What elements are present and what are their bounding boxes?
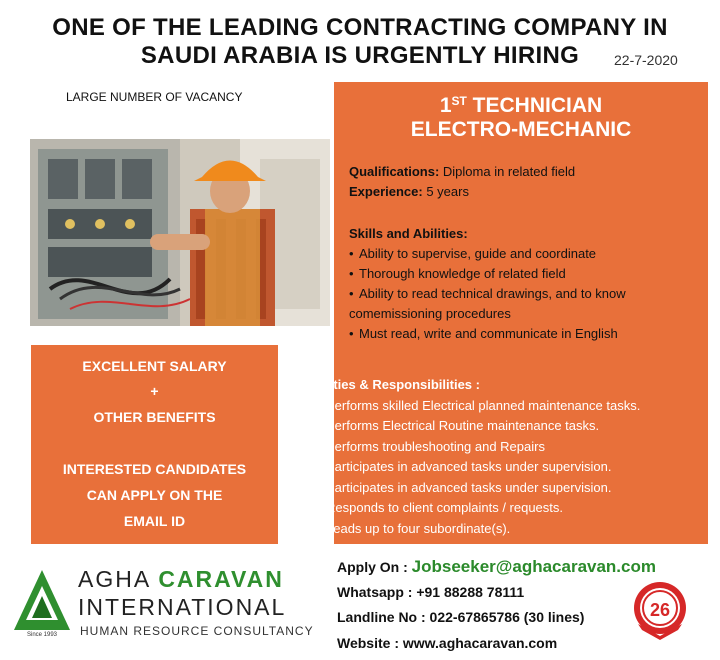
brand-name: AGHA CARAVAN — [78, 566, 284, 592]
apply-text-3: EMAIL ID — [123, 513, 186, 529]
post-date: 22-7-2020 — [614, 52, 678, 68]
whatsapp: Whatsapp : +91 88288 78111 — [337, 584, 525, 600]
company-logo-icon — [12, 568, 72, 638]
job-title-line2: ELECTRO-MECHANIC — [410, 118, 632, 141]
duty-item: • Participates in advanced tasks under supervision. — [316, 478, 640, 499]
apply-text-2: CAN APPLY ON THE — [86, 487, 223, 503]
plus-text: + — [150, 383, 159, 399]
badge-number: 26 — [649, 600, 671, 620]
qualifications: Qualifications: Diploma in related field Experience: 5 years — [349, 164, 576, 199]
headline — [0, 14, 720, 70]
duties-list — [316, 396, 640, 540]
duties-section — [316, 375, 640, 539]
skill-item: • Thorough knowledge of related field — [349, 264, 626, 284]
brand-tagline: HUMAN RESOURCE CONSULTANCY — [80, 624, 314, 638]
other-benefits-text: OTHER BENEFITS — [93, 409, 216, 425]
skills-list — [349, 244, 626, 304]
brand-international: INTERNATIONAL — [78, 594, 287, 620]
headline-line2: SAUDI ARABIA IS URGENTLY HIRING — [140, 42, 580, 69]
skills-title: Skills and Abilities: — [349, 226, 468, 241]
duty-item: • Responds to client complaints / requests. — [316, 498, 640, 519]
apply-text-1: INTERESTED CANDIDATES — [62, 461, 247, 477]
website-link[interactable]: Website : www.aghacaravan.com — [337, 635, 558, 651]
skill-continuation: comemissioning procedures — [349, 306, 511, 321]
email-link[interactable]: Jobseeker@aghacaravan.com — [411, 557, 656, 576]
duties-title: Duties & Responsibilities : — [316, 377, 480, 392]
skill-item: • Ability to read technical drawings, and to know — [349, 284, 626, 304]
skills-section — [349, 224, 626, 344]
duty-item: • Performs Electrical Routine maintenance tasks. — [316, 416, 640, 437]
vacancy-note: LARGE NUMBER OF VACANCY — [66, 90, 243, 104]
technician-photo — [30, 139, 330, 326]
anniversary-badge-icon — [628, 578, 692, 642]
skill-item: • Must read, write and communicate in English — [349, 324, 626, 344]
job-title: 1ST TECHNICIAN ELECTRO-MECHANIC — [334, 89, 708, 142]
since-text: Since 1993 — [26, 632, 58, 638]
benefits-panel — [31, 345, 278, 544]
salary-text: EXCELLENT SALARY — [82, 358, 227, 374]
duty-item: • Leads up to four subordinate(s). — [316, 519, 640, 540]
duty-item: • Performs troubleshooting and Repairs — [316, 437, 640, 458]
duty-item: • Participates in advanced tasks under supervision. — [316, 457, 640, 478]
duty-item: • Performs skilled Electrical planned maintenance tasks. — [316, 396, 640, 417]
headline-line1: ONE OF THE LEADING CONTRACTING COMPANY IN — [52, 14, 668, 41]
apply-on: Apply On : Jobseeker@aghacaravan.com — [337, 557, 656, 576]
landline: Landline No : 022-67865786 (30 lines) — [337, 609, 585, 625]
skill-item: • Ability to supervise, guide and coordinate — [349, 244, 626, 264]
